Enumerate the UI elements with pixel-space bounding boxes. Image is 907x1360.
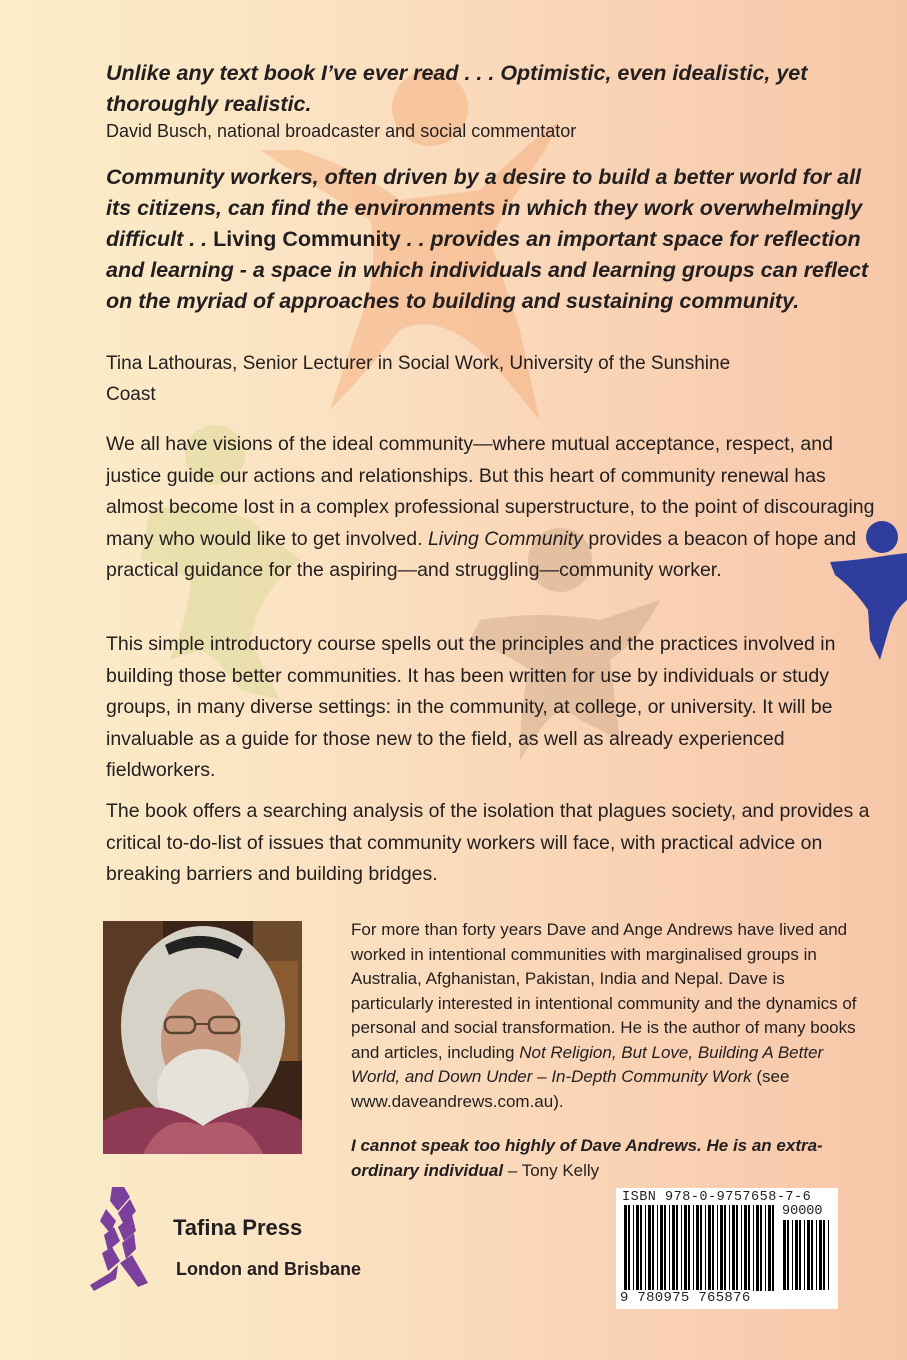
quote-text-end: . . provides an important space for reflection and learning - a space in which individuals and learning groups can reflect on the myriad of approaches to building and sustaining community. xyxy=(106,227,869,313)
barcode-bars xyxy=(624,1205,774,1291)
bio-book-titles: Not Religion, But Love, Building A Better World, and Down Under – In-Depth Community Work xyxy=(351,1042,824,1086)
review-quote-busch: Unlike any text book I’ve ever read . . . Optimistic, even idealistic, yet thoroughly realistic. xyxy=(106,61,808,116)
description-paragraph-2: This simple introductory course spells out the principles and the practices involved in building those better communities. It has been written for use by individuals or study groups, in many diverse settings: in the community, at college, or university. It will be invaluable as a guide for those new to the field, as well as already experienced fieldworkers. xyxy=(106,633,836,781)
publisher-logo xyxy=(90,1187,152,1291)
paragraph-text: provides a beacon of hope and practical guidance for the aspiring—and struggling—community worker. xyxy=(106,527,857,581)
isbn-label: ISBN 978-0-9757658-7-6 xyxy=(622,1190,812,1205)
book-title-inline: Living Community xyxy=(213,227,401,251)
paragraph-text: We all have visions of the ideal community—where mutual acceptance, respect, and justice guide our actions and relationships. But this heart of community renewal has almost become lost in a complex professional superstructure, to the point of discouraging many who would like to get involved. xyxy=(106,433,875,550)
price-code: 90000 xyxy=(782,1204,823,1219)
author-bio xyxy=(351,918,871,1114)
isbn-digits: 9 780975 765876 xyxy=(620,1290,751,1306)
review-quote-lathouras xyxy=(106,162,876,317)
review-attribution-busch: David Busch, national broadcaster and social commentator xyxy=(106,121,577,141)
endorsement-attribution: – Tony Kelly xyxy=(507,1160,600,1180)
review-attribution-lathouras: Tina Lathouras, Senior Lecturer in Social Work, University of the Sunshine Coast xyxy=(106,353,731,405)
description-paragraph-3: The book offers a searching analysis of the isolation that plagues society, and provides a critical to-do-list of issues that community workers will face, with practical advice on breaking barriers and building bridges. xyxy=(106,800,870,885)
barcode-addon-bars xyxy=(783,1220,833,1306)
publisher-name: Tafina Press xyxy=(173,1215,303,1240)
book-title-inline: Living Community xyxy=(427,527,583,550)
endorsement-quote-kelly xyxy=(351,1134,871,1183)
quote-text-start: Community workers, often driven by a desire to build a better world for all its citizens, can find the environments in which they work overwhelmingly difficult . . xyxy=(106,165,863,251)
author-photo xyxy=(103,921,302,1154)
description-paragraph-1 xyxy=(106,429,876,587)
endorsement-text: I cannot speak too highly of Dave Andrews. He is an extra-ordinary individual xyxy=(351,1136,823,1180)
publisher-cities: London and Brisbane xyxy=(176,1259,362,1279)
isbn-barcode xyxy=(616,1188,838,1309)
bio-website: (see www.daveandrews.com.au). xyxy=(351,1067,790,1111)
bio-text: For more than forty years Dave and Ange Andrews have lived and worked in intentional communities with marginalised groups in Australia, Afghanistan, Pakistan, India and Nepal. Dave is particularly interested in intentional community and the dynamics of personal and social transformation. He is the author of many books and articles, including xyxy=(351,920,857,1062)
